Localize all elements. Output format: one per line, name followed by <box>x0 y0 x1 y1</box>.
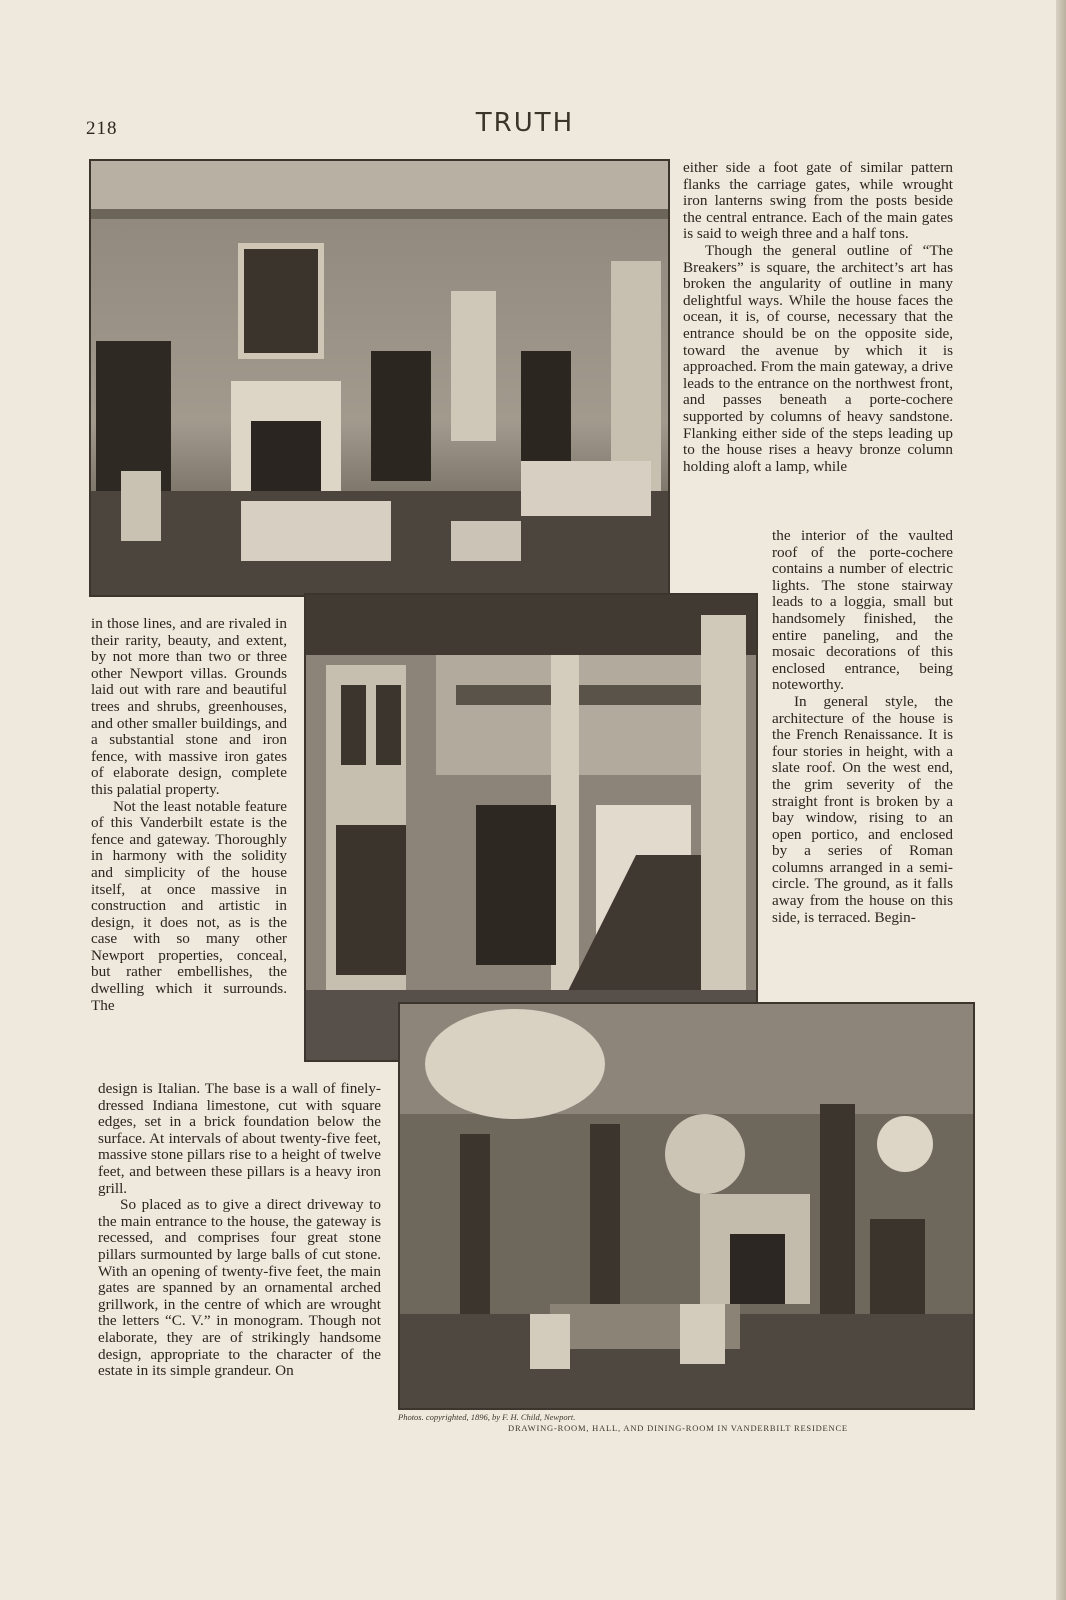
paragraph: In general style, the architecture of the house is the French Renaissance. It is four stories in height, with a slate roof. On the west end, the grim severity of the straight front is broken by a bay window, rising to an open portico, and enclosed by a series of Roman columns arranged in a semi-circle. The ground, as it falls away from the house on this side, is terraced. Begin- <box>772 692 953 926</box>
masthead-title: TRUTH <box>475 108 575 138</box>
article-text-right-middle <box>772 528 953 926</box>
page-number: 218 <box>86 118 118 139</box>
paragraph: Though the general outline of “The Breakers” is square, the architect’s art has broken the angularity of outline in many delightful ways. While the house faces the ocean, it is, of course, necessary that the entrance should be on the opposite side, toward the avenue by which it is approached. From the main gateway, a drive leads to the entrance on the northwest front, and passes beneath a porte-cochere supported by columns of heavy sandstone. Flanking either side of the steps leading up to the house rises a heavy bronze column holding aloft a lamp, while <box>683 241 953 475</box>
paragraph: the interior of the vaulted roof of the porte-cochere contains a number of electric lights. The stone stairway leads to a loggia, small but handsomely finished, the entire paneling, and the mosaic decorations of this enclosed entrance, being noteworthy. <box>772 527 953 694</box>
photo-caption: DRAWING-ROOM, HALL, AND DINING-ROOM IN VANDERBILT RESIDENCE <box>508 1423 848 1433</box>
paragraph: So placed as to give a direct driveway to the main entrance to the house, the gateway is recessed, and comprises four great stone pillars surmounted by large balls of cut stone. With an opening of twenty-five feet, the main gates are spanned by an ornamental arched grillwork, in the centre of which are wrought the letters “C. V.” in monogram. Though not elaborate, they are of strikingly handsome design, appropriate to the character of the estate in its simple grandeur. On <box>98 1196 381 1380</box>
article-text-right-top <box>683 160 953 475</box>
paragraph: either side a foot gate of similar pattern flanks the carriage gates, while wrought iron lanterns swing from the posts beside the central entrance. Each of the main gates is said to weigh three and a half tons. <box>683 159 953 243</box>
paragraph: Not the least notable feature of this Vanderbilt estate is the fence and gateway. Thoroughly in harmony with the solidity and simplicity of the house itself, at once massive in construction and artistic in design, it does not, as is the case with so many other Newport properties, conceal, but rather embellishes, the dwelling which it surrounds. The <box>91 797 287 1014</box>
paragraph: design is Italian. The base is a wall of finely-dressed Indiana limestone, cut with square edges, set in a brick foundation below the surface. At intervals of about twenty-five feet, massive stone pillars rise to a height of twelve feet, and between these pillars is a heavy iron grill. <box>98 1080 381 1197</box>
photo-credit: Photos. copyrighted, 1896, by F. H. Child, Newport. <box>398 1412 576 1422</box>
drawing-room-photo <box>89 159 670 597</box>
paragraph: in those lines, and are rivaled in their rarity, beauty, and extent, by not more than two or three other Newport villas. Grounds laid out with rare and beautiful trees and shrubs, greenhouses, and other smaller buildings, and a substantial stone and iron fence, with massive iron gates of elaborate design, complete this palatial property. <box>91 615 287 798</box>
page-edge <box>1056 0 1066 1600</box>
hall-photo <box>304 593 758 1062</box>
article-text-left-narrow <box>91 616 287 1014</box>
article-text-left-bottom <box>98 1081 381 1380</box>
dining-room-photo <box>398 1002 975 1410</box>
